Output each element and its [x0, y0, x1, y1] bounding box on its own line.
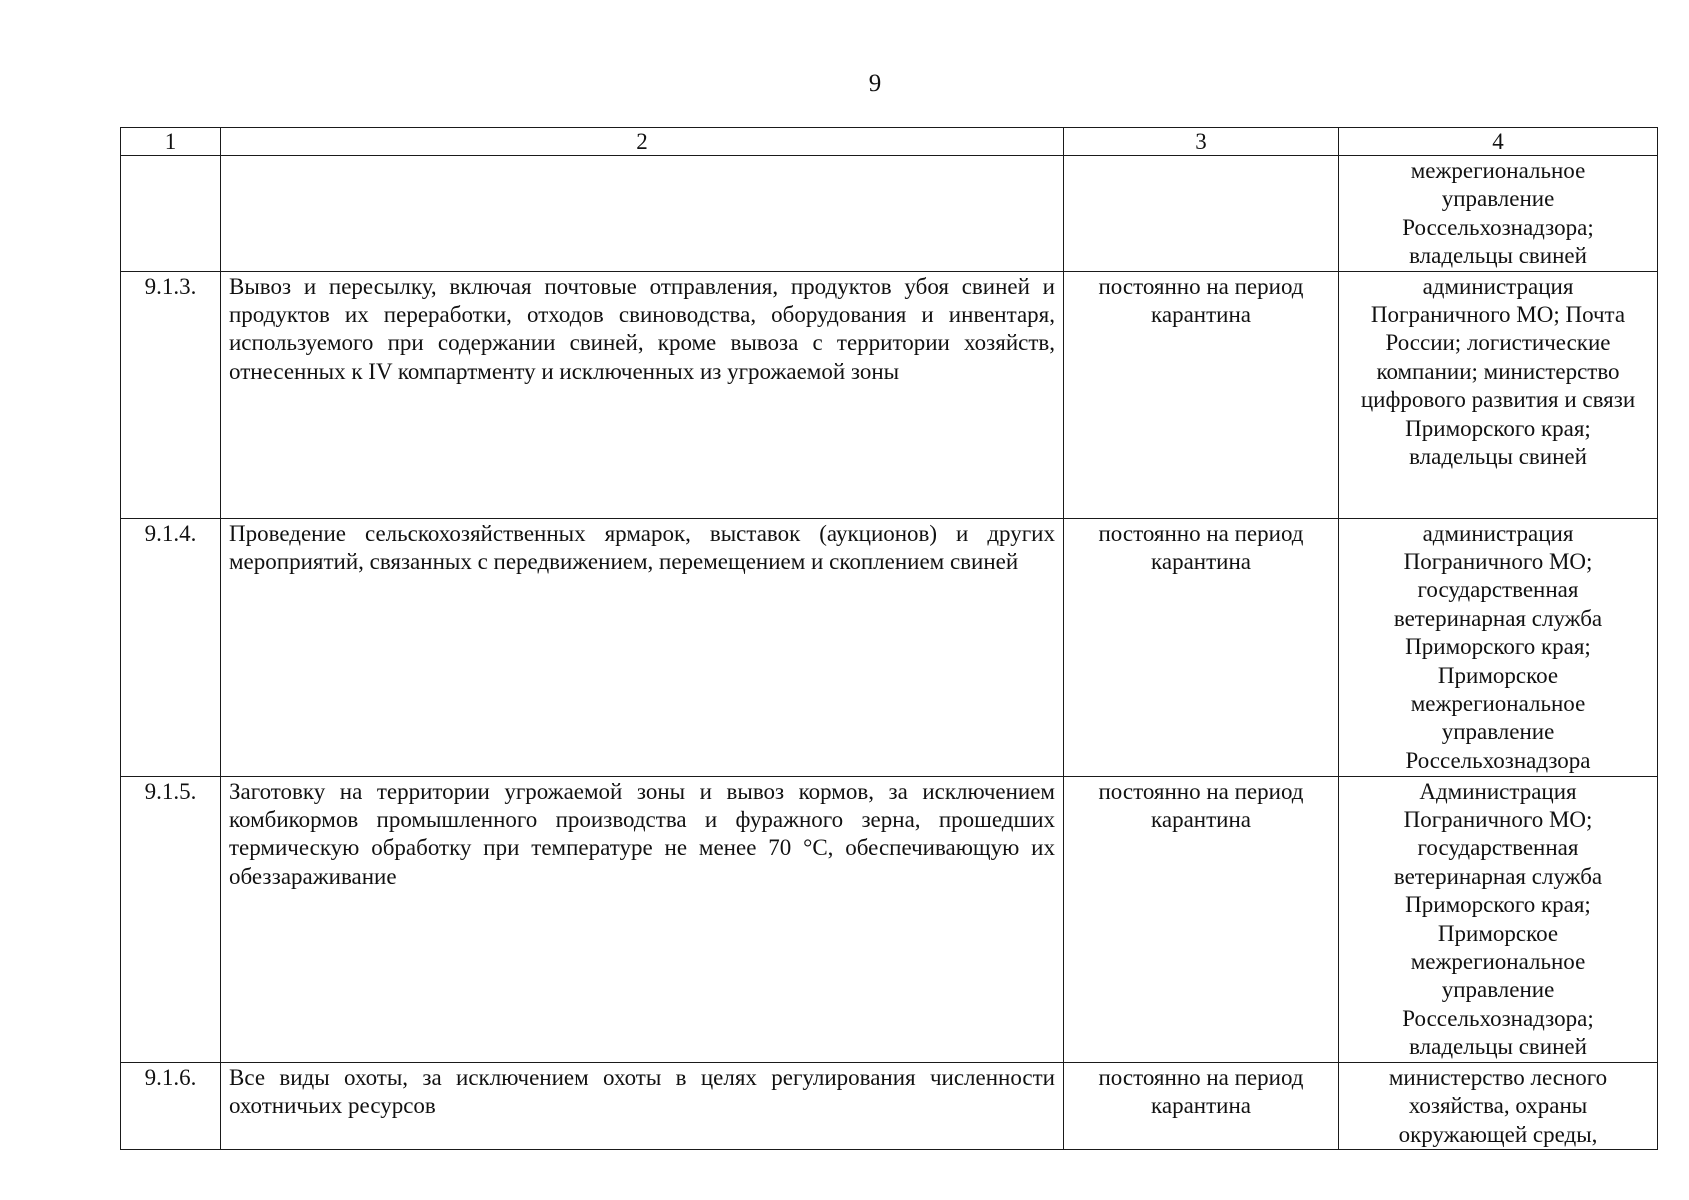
- responsible: [1339, 271, 1658, 518]
- responsible: [1339, 518, 1658, 776]
- responsible-line: межрегиональное: [1410, 158, 1586, 183]
- responsible-line: России; логистические: [1385, 330, 1611, 356]
- page-number: 9: [868, 70, 882, 97]
- responsible-line: Приморского края;: [1405, 892, 1591, 918]
- row-number: [121, 156, 221, 272]
- responsible-line: Приморского края;: [1405, 634, 1591, 660]
- table-row: [121, 271, 1658, 518]
- column-header-3: 3: [1064, 128, 1339, 156]
- row-number: 9.1.5.: [121, 776, 221, 1062]
- responsible-line: владельцы свиней: [1409, 243, 1587, 269]
- table-header-row: [121, 128, 1658, 156]
- deadline: [1064, 156, 1339, 272]
- responsible-line: Пограничного МО;: [1403, 807, 1593, 833]
- table-row: [121, 518, 1658, 776]
- row-number: 9.1.4.: [121, 518, 221, 776]
- responsible-line: Приморского края;: [1405, 415, 1591, 441]
- responsible-line: цифрового развития и связи: [1360, 387, 1636, 413]
- responsible-line: компании; министерство: [1376, 358, 1620, 384]
- responsible-line: Россельхознадзора;: [1402, 1005, 1594, 1031]
- responsible-line: управление: [1441, 977, 1555, 1003]
- responsible-line: управление: [1441, 719, 1555, 745]
- responsible-line: министерство лесного: [1388, 1064, 1608, 1090]
- responsible-line: владельцы свиней: [1409, 1034, 1587, 1060]
- deadline: постоянно на период карантина: [1064, 1062, 1339, 1149]
- table-row: [121, 156, 1658, 272]
- measure-text: Проведение сельскохозяйственных ярмарок, выставок (аукционов) и других мероприятий, связанных с передвижением, перемещением и скоплением свиней: [221, 518, 1064, 776]
- responsible-line: межрегиональное: [1410, 691, 1586, 717]
- responsible: [1339, 776, 1658, 1062]
- responsible-line: управление: [1441, 186, 1555, 212]
- responsible-line: Пограничного МО;: [1403, 549, 1593, 575]
- measures-table: [120, 127, 1658, 1150]
- measure-text: Вывоз и пересылку, включая почтовые отправления, продуктов убоя свиней и продуктов их переработки, отходов свиноводства, оборудования и инвентаря, используемого при содержании свиней, кроме вывоза с территории хозяйств, отнесенных к IV компартменту и исключенных из угрожаемой зоны: [221, 271, 1064, 518]
- responsible-line: окружающей среды,: [1398, 1121, 1598, 1147]
- table-row: [121, 1062, 1658, 1149]
- responsible-line: Пограничного МО; Почта: [1370, 302, 1626, 328]
- responsible: [1339, 1062, 1658, 1149]
- deadline: постоянно на период карантина: [1064, 518, 1339, 776]
- measure-text: Все виды охоты, за исключением охоты в целях регулирования численности охотничьих ресурсов: [221, 1062, 1064, 1149]
- responsible: [1339, 156, 1658, 272]
- responsible-line: Россельхознадзора;: [1402, 214, 1594, 240]
- column-header-1: 1: [121, 128, 221, 156]
- responsible-line: администрация: [1422, 520, 1574, 546]
- responsible-line: Администрация: [1419, 778, 1577, 804]
- measure-text: [221, 156, 1064, 272]
- responsible-line: Приморское: [1437, 920, 1559, 946]
- responsible-line: администрация: [1422, 273, 1574, 299]
- responsible-line: ветеринарная служба: [1393, 863, 1603, 889]
- column-header-4: 4: [1339, 128, 1658, 156]
- column-header-2: 2: [221, 128, 1064, 156]
- responsible-line: Россельхознадзора: [1405, 747, 1591, 773]
- measure-text: Заготовку на территории угрожаемой зоны и вывоз кормов, за исключением комбикормов промышленного производства и фуражного зерна, прошедших термическую обработку при температуре не менее 70 °C, обеспечивающую их обеззараживание: [221, 776, 1064, 1062]
- responsible-line: ветеринарная служба: [1393, 605, 1603, 631]
- row-number: 9.1.6.: [121, 1062, 221, 1149]
- responsible-line: межрегиональное: [1410, 949, 1586, 975]
- responsible-line: государственная: [1417, 577, 1579, 603]
- row-number: 9.1.3.: [121, 271, 221, 518]
- responsible-line: Приморское: [1437, 662, 1559, 688]
- responsible-line: государственная: [1417, 835, 1579, 861]
- table-row: [121, 776, 1658, 1062]
- deadline: постоянно на период карантина: [1064, 271, 1339, 518]
- responsible-line: владельцы свиней: [1409, 444, 1587, 470]
- responsible-line: хозяйства, охраны: [1408, 1093, 1588, 1119]
- deadline: постоянно на период карантина: [1064, 776, 1339, 1062]
